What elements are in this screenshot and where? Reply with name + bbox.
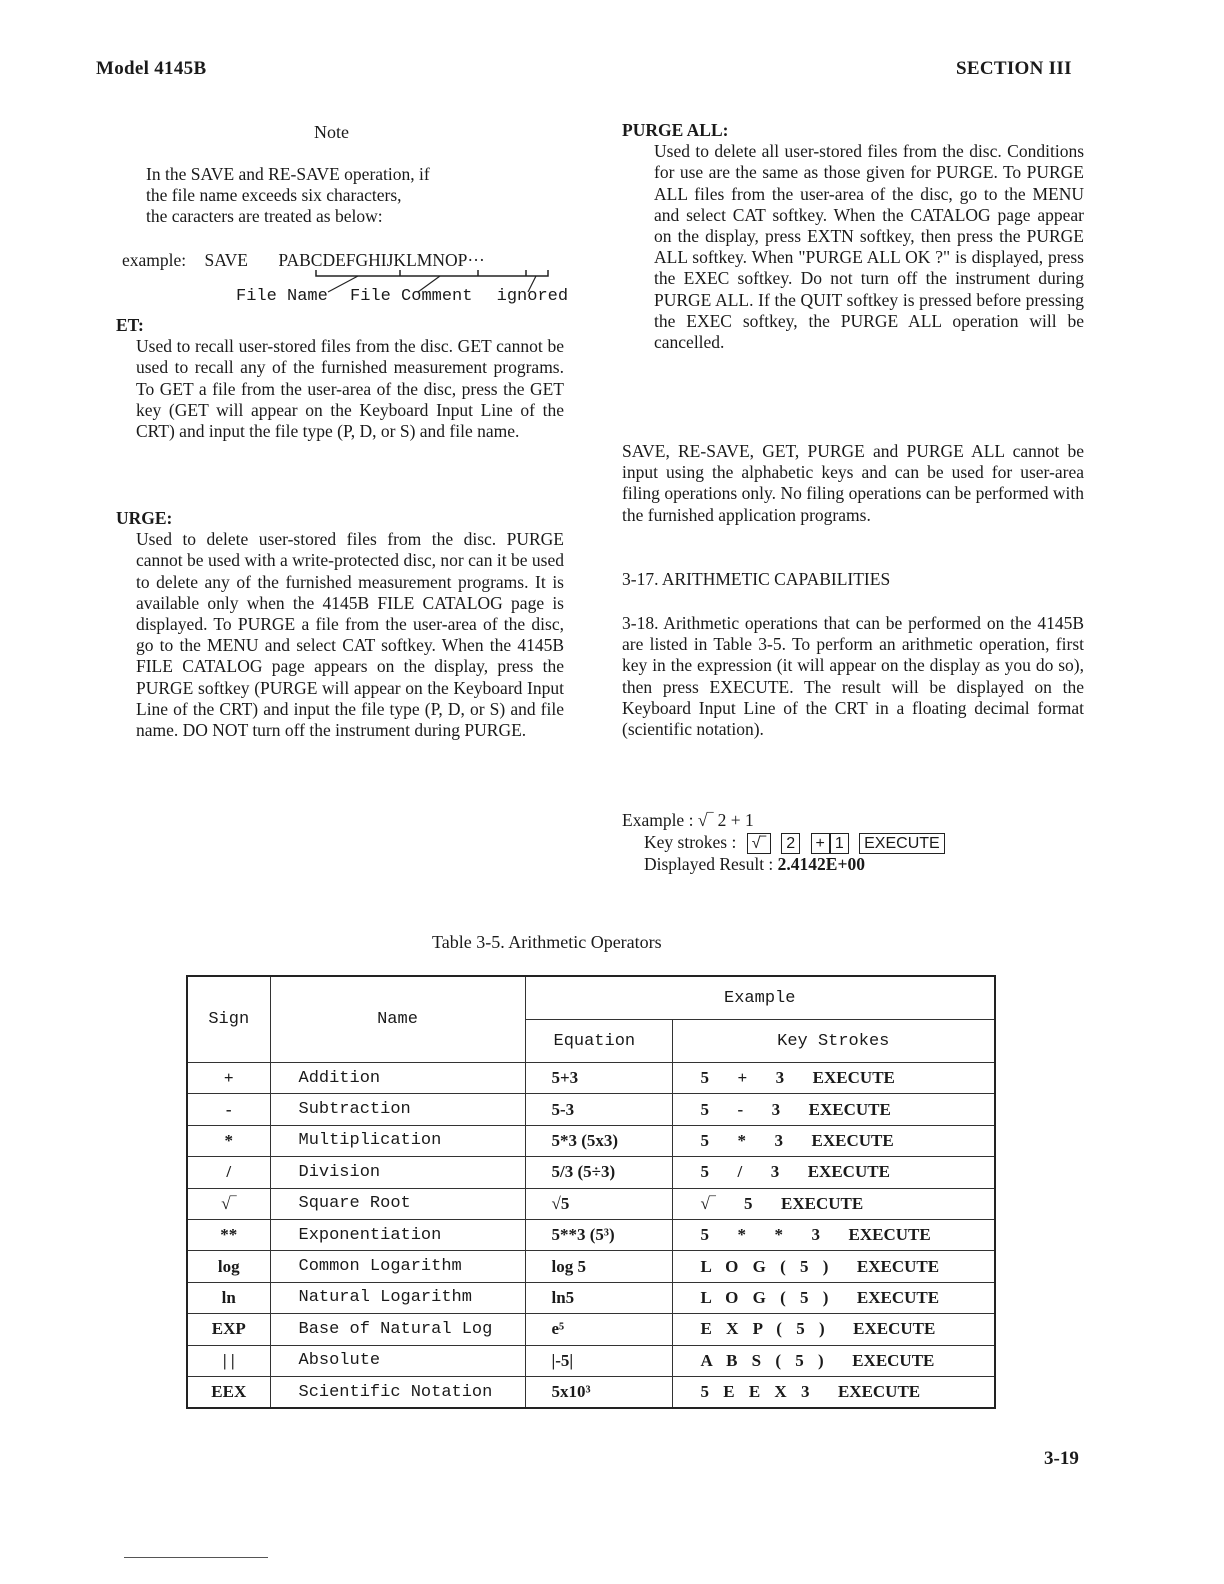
row-sign: EEX: [187, 1376, 270, 1408]
row-equation: √5: [525, 1188, 672, 1219]
get-section: [116, 315, 564, 442]
row-name: Subtraction: [270, 1094, 525, 1125]
row-sign: /: [187, 1157, 270, 1188]
result-value: 2.4142E+00: [777, 854, 865, 875]
example-label: Example :: [622, 810, 694, 830]
section-body: 3-18. Arithmetic operations that can be performed on the 4145B are listed in Table 3-5. To perform an arithmetic operation, first key in the expression (it will appear on the display as you do so), then press EXECUTE. The result will be displayed on the Keyboard Input Line of the CRT in a floating decimal format (scientific notation).: [622, 613, 1084, 740]
row-sign: *: [187, 1125, 270, 1156]
note-title: Note: [314, 122, 349, 142]
purge-heading: URGE:: [116, 508, 173, 528]
row-name: Scientific Notation: [270, 1376, 525, 1408]
row-equation: 5-3: [525, 1094, 672, 1125]
table-row: [187, 1219, 995, 1250]
arith-example: [622, 810, 1084, 875]
one-key: 1: [830, 833, 849, 854]
get-heading: ET:: [116, 315, 144, 335]
example-value: PABCDEFGHIJKLMNOP···: [278, 250, 485, 270]
row-equation: 5+3: [525, 1063, 672, 1094]
row-name: Division: [270, 1157, 525, 1188]
page-number: 3-19: [1044, 1448, 1079, 1469]
row-sign: ln: [187, 1282, 270, 1313]
row-keys: 5 - 3 EXECUTE: [672, 1094, 995, 1125]
row-keys: 5 / 3 EXECUTE: [672, 1157, 995, 1188]
row-keys: 5 * 3 EXECUTE: [672, 1125, 995, 1156]
row-sign: -: [187, 1094, 270, 1125]
row-keys: 5 E E X 3 EXECUTE: [672, 1376, 995, 1408]
row-keys: E X P ( 5 ) EXECUTE: [672, 1314, 995, 1345]
table-row: [187, 1376, 995, 1408]
execute-key: EXECUTE: [859, 833, 945, 854]
example-label: example:: [122, 250, 187, 270]
purge-all-heading: PURGE ALL:: [622, 120, 729, 140]
header-key-strokes: Key Strokes: [672, 1020, 995, 1063]
header-sign: Sign: [187, 976, 270, 1063]
result-label: Displayed Result :: [644, 854, 774, 875]
footer-rule: [124, 1557, 268, 1558]
purge-body: Used to delete user-stored files from the disc. PURGE cannot be used with a write-protected disc, nor can it be used to delete any of the furnished measurement programs. It is available only when the 4145B FILE CATALOG page is displayed. To PURGE a file from the user-area of the disc, go to the MENU and select CAT softkey. When the 4145B FILE CATALOG page appears on the display, press the PURGE softkey (PURGE will appear on the Keyboard Input Line of the CRT) and input the file type (P, D, or S) and file name. DO NOT turn off the instrument during PURGE.: [136, 529, 564, 741]
get-body: Used to recall user-stored files from the disc. GET cannot be used to recall any of the furnished measurement programs. To GET a file from the user-area of the disc, press the GET key (GET will appear on the Keyboard Input Line of the CRT) and input the file type (P, D, or S) and file name.: [136, 336, 564, 442]
row-name: Common Logarithm: [270, 1251, 525, 1282]
header-model: Model 4145B: [96, 58, 207, 79]
table-row: [187, 1251, 995, 1282]
row-equation: 5*3 (5x3): [525, 1125, 672, 1156]
part-file-name: File Name: [236, 287, 328, 306]
table-row: [187, 1157, 995, 1188]
row-keys: 5 * * 3 EXECUTE: [672, 1219, 995, 1250]
table-row: [187, 1345, 995, 1376]
row-name: Exponentiation: [270, 1219, 525, 1250]
row-equation: ln5: [525, 1282, 672, 1313]
purge-section: [116, 508, 564, 741]
row-keys: L O G ( 5 ) EXECUTE: [672, 1282, 995, 1313]
header-name: Name: [270, 976, 525, 1063]
table-caption: Table 3-5. Arithmetic Operators: [432, 932, 662, 952]
row-equation: 5/3 (5÷3): [525, 1157, 672, 1188]
row-sign: EXP: [187, 1314, 270, 1345]
table-row: [187, 1188, 995, 1219]
two-key: 2: [781, 833, 800, 854]
row-equation: 5x10³: [525, 1376, 672, 1408]
row-name: Base of Natural Log: [270, 1314, 525, 1345]
part-ignored: ignored: [496, 287, 569, 306]
row-name: Natural Logarithm: [270, 1282, 525, 1313]
header-section: SECTION III: [956, 58, 1072, 79]
row-sign: | |: [187, 1345, 270, 1376]
row-equation: 5**3 (5³): [525, 1219, 672, 1250]
row-sign: **: [187, 1219, 270, 1250]
row-keys: A B S ( 5 ) EXECUTE: [672, 1345, 995, 1376]
note-line: the caracters are treated as below:: [146, 206, 383, 227]
row-keys: 5 + 3 EXECUTE: [672, 1063, 995, 1094]
arithmetic-operators-table: [186, 975, 996, 1409]
row-equation: |-5|: [525, 1345, 672, 1376]
example-expression: √‾ 2 + 1: [697, 810, 754, 830]
row-keys: √‾ 5 EXECUTE: [672, 1188, 995, 1219]
note-text: [146, 164, 526, 228]
row-sign: +: [187, 1063, 270, 1094]
section-heading: 3-17. ARITHMETIC CAPABILITIES: [622, 569, 891, 589]
row-sign: √‾: [187, 1188, 270, 1219]
filing-note: SAVE, RE-SAVE, GET, PURGE and PURGE ALL cannot be input using the alphabetic keys and can be used for user-area filing operations only. No filing operations can be performed with the furnished application programs.: [622, 441, 1084, 525]
part-file-comment: File Comment: [350, 287, 473, 306]
header-equation: Equation: [525, 1020, 672, 1063]
plus-key: +: [811, 833, 830, 854]
header-example: Example: [525, 976, 995, 1020]
note-line: In the SAVE and RE-SAVE operation, if: [146, 164, 430, 184]
row-equation: e⁵: [525, 1314, 672, 1345]
purge-all-body: Used to delete all user-stored files from the disc. Conditions for use are the same as those given for PURGE. To PURGE ALL files from the user-area of the disc, go to the MENU and select CAT softkey. When the CATALOG page appear on the display, press EXTN softkey, then press the PURGE ALL softkey. When "PURGE ALL OK ?" is displayed, press the EXEC softkey. Do not turn off the instrument during PURGE ALL. If the QUIT softkey is pressed before pressing the EXEC softkey, the PURGE ALL operation will be cancelled.: [654, 141, 1084, 353]
row-equation: log 5: [525, 1251, 672, 1282]
note-parts: [236, 287, 568, 306]
table-row: [187, 1094, 995, 1125]
row-name: Multiplication: [270, 1125, 525, 1156]
row-name: Addition: [270, 1063, 525, 1094]
example-command: SAVE: [204, 250, 248, 270]
table-row: [187, 1314, 995, 1345]
sqrt-key: √‾: [747, 833, 771, 854]
purge-all-section: [622, 120, 1084, 353]
table-row: [187, 1125, 995, 1156]
row-sign: log: [187, 1251, 270, 1282]
row-keys: L O G ( 5 ) EXECUTE: [672, 1251, 995, 1282]
row-name: Square Root: [270, 1188, 525, 1219]
row-name: Absolute: [270, 1345, 525, 1376]
keystrokes-label: Key strokes :: [644, 832, 737, 853]
note-line: the file name exceeds six characters,: [146, 185, 402, 206]
table-row: [187, 1063, 995, 1094]
table-row: [187, 1282, 995, 1313]
